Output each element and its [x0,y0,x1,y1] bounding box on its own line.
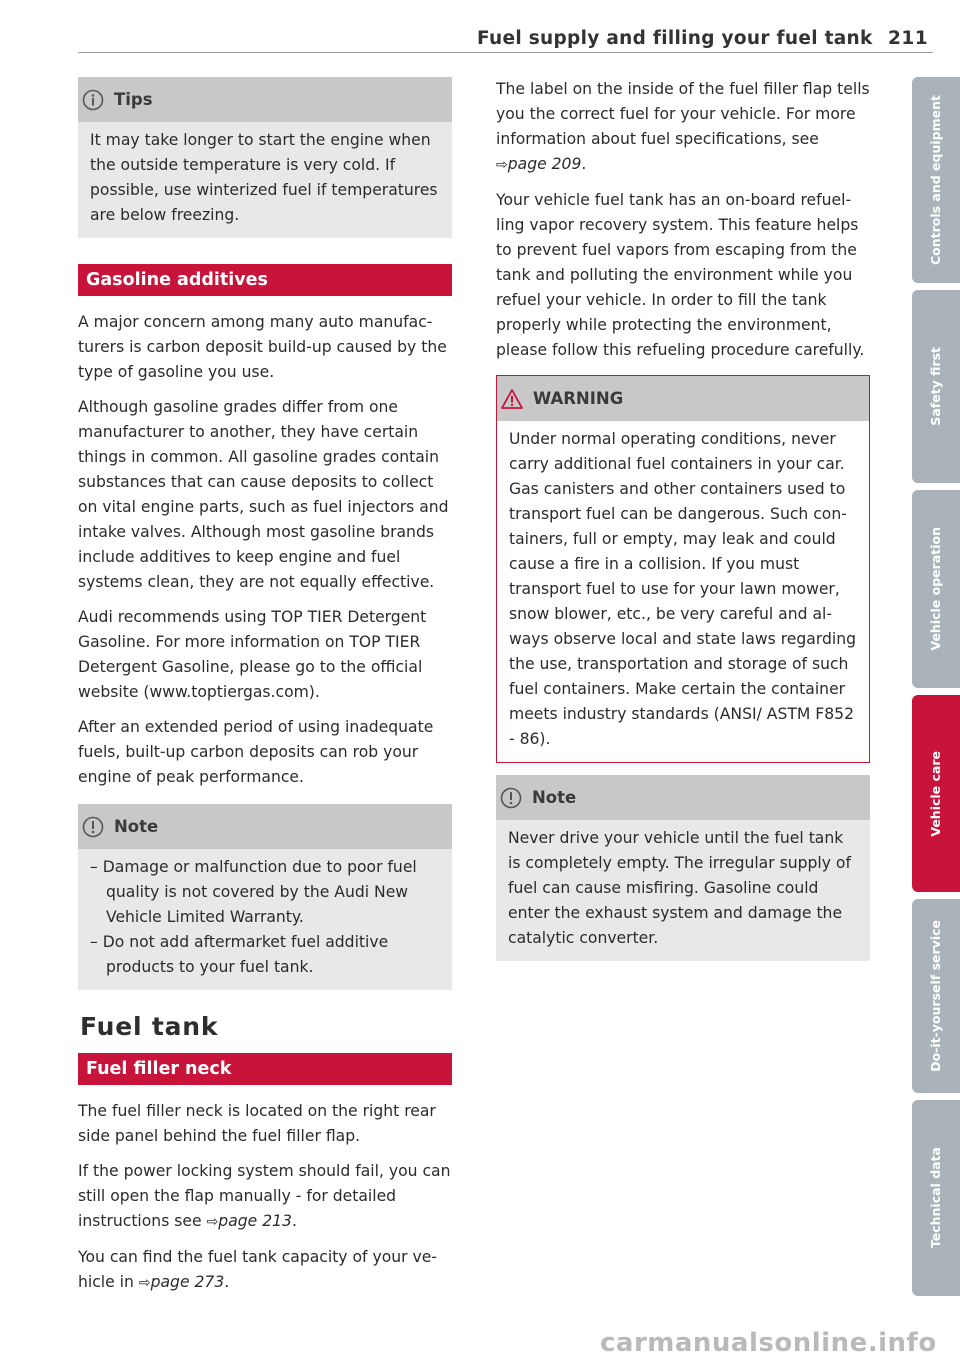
tips-body [78,122,452,238]
note-text: Never drive your vehicle until the fuel tank is completely empty. The irregular supply of fuel can cause misfiring. Gasoline could enter the exhaust system and damage the catalytic converter. [508,829,851,947]
warning-body [497,421,869,762]
note-box-header [78,804,452,849]
tips-heading: Tips [114,90,153,109]
note-body [496,820,870,961]
paragraph: If the power locking system should fail, you can still open the flap manually - for detailed instructions see ⇨page 213. [78,1162,451,1230]
paragraph: Your vehicle fuel tank has an on-board refuelling vapor recovery system. This feature helps to prevent fuel vapors from escaping from the tank and polluting the environment while you refuel your vehicle. In order to fill the tank properly while protecting the environment, please follow this refueling procedure carefully. [496,191,865,359]
paragraph: Although gasoline grades differ from one manufacturer to another, they have certain things in common. All gasoline grades contain substances that can cause deposits to collect on vital engine parts, such as fuel injectors and intake valves. Although most gasoline brands include additives to keep engine and fuel systems clean, they are not equally effective. [78,398,449,591]
exclamation-circle-icon [500,787,522,809]
side-tab-vehicle-operation[interactable] [912,490,960,688]
side-tab-label: Controls and equipment [928,94,943,266]
gasoline-additives-section [78,310,452,790]
paragraph: You can find the fuel tank capacity of your vehicle in ⇨page 273. [78,1248,437,1291]
side-tab-technical-data[interactable] [912,1100,960,1296]
paragraph: After an extended period of using inadequate fuels, built-up carbon deposits can rob your engine of peak performance. [78,718,434,786]
watermark: carmanualsonline.info [600,1328,937,1358]
exclamation-circle-icon [82,816,104,838]
side-tab-safety[interactable] [912,290,960,483]
fuel-tank-heading: Fuel tank [80,1012,219,1041]
fuel-filler-section [78,1099,452,1296]
running-header-title: Fuel supply and filling your fuel tank [477,28,873,49]
side-tab-label: Technical data [928,1147,943,1249]
info-circle-icon [82,89,104,111]
side-tab-label: Safety first [928,347,943,426]
right-arrow-icon: ⇨ [496,157,508,173]
side-tab-controls[interactable] [912,77,960,283]
side-tab-label: Do-it-yourself service [928,920,943,1072]
warning-triangle-icon [501,388,523,410]
header-divider [78,52,933,53]
paragraph: The label on the inside of the fuel filler flap tells you the correct fuel for your vehicle. For more information about fuel specifications, see ⇨page 209. [496,80,870,173]
left-column [78,77,452,1296]
note-bullet: – Do not add aftermarket fuel additive products to your fuel tank. [90,933,389,976]
page-reference-link[interactable]: page 273 [150,1273,225,1291]
tips-box [78,77,452,238]
note-box [78,804,452,990]
side-tab-label: Vehicle operation [928,527,943,651]
page-reference-link[interactable]: page 209 [507,155,582,173]
warning-heading: WARNING [533,389,624,408]
fuel-filler-neck-heading: Fuel filler neck [78,1053,452,1085]
tips-text: It may take longer to start the engine when the outside temperature is very cold. If possible, use winterized fuel if temperatures are below freezing. [90,131,438,224]
note-heading: Note [532,788,577,807]
note-box [496,775,870,961]
note-heading: Note [114,817,159,836]
right-column [496,77,870,961]
gasoline-additives-heading: Gasoline additives [78,264,452,296]
note-bullet: – Damage or malfunction due to poor fuel quality is not covered by the Audi New Vehicle Limited Warranty. [90,858,417,926]
right-arrow-icon: ⇨ [206,1214,219,1230]
warning-box [496,375,870,763]
tips-box-header [78,77,452,122]
paragraph: Audi recommends using TOP TIER Detergent Gasoline. For more information on TOP TIER Detergent Gasoline, please go to the official website (www.toptiergas.com). [78,608,427,701]
page-reference-link[interactable]: page 213 [218,1212,292,1230]
note-box-header [496,775,870,820]
paragraph: The fuel filler neck is located on the right rear side panel behind the fuel filler flap. [78,1102,436,1145]
side-tab-vehicle-care[interactable] [912,695,960,892]
side-tab-diy-service[interactable] [912,899,960,1093]
paragraph: A major concern among many auto manufacturers is carbon deposit build-up caused by the type of gasoline you use. [78,313,447,381]
note-body [78,849,452,990]
warning-text: Under normal operating conditions, never carry additional fuel containers in your car. Gas canisters and other containers used to transport fuel can be dangerous. Such containers, full or empty, may leak and could cause a fire in a collision. If you must transport fuel to use for your lawn mower, snow blower, etc., be very careful and always observe local and state laws regarding the use, transportation and storage of such fuel containers. Make certain the container meets industry standards (ANSI/ ASTM F852 - 86). [509,430,856,748]
side-tab-label: Vehicle care [928,750,943,837]
page-number: 211 [888,28,929,49]
right-arrow-icon: ⇨ [138,1275,151,1291]
warning-box-header [497,376,869,421]
